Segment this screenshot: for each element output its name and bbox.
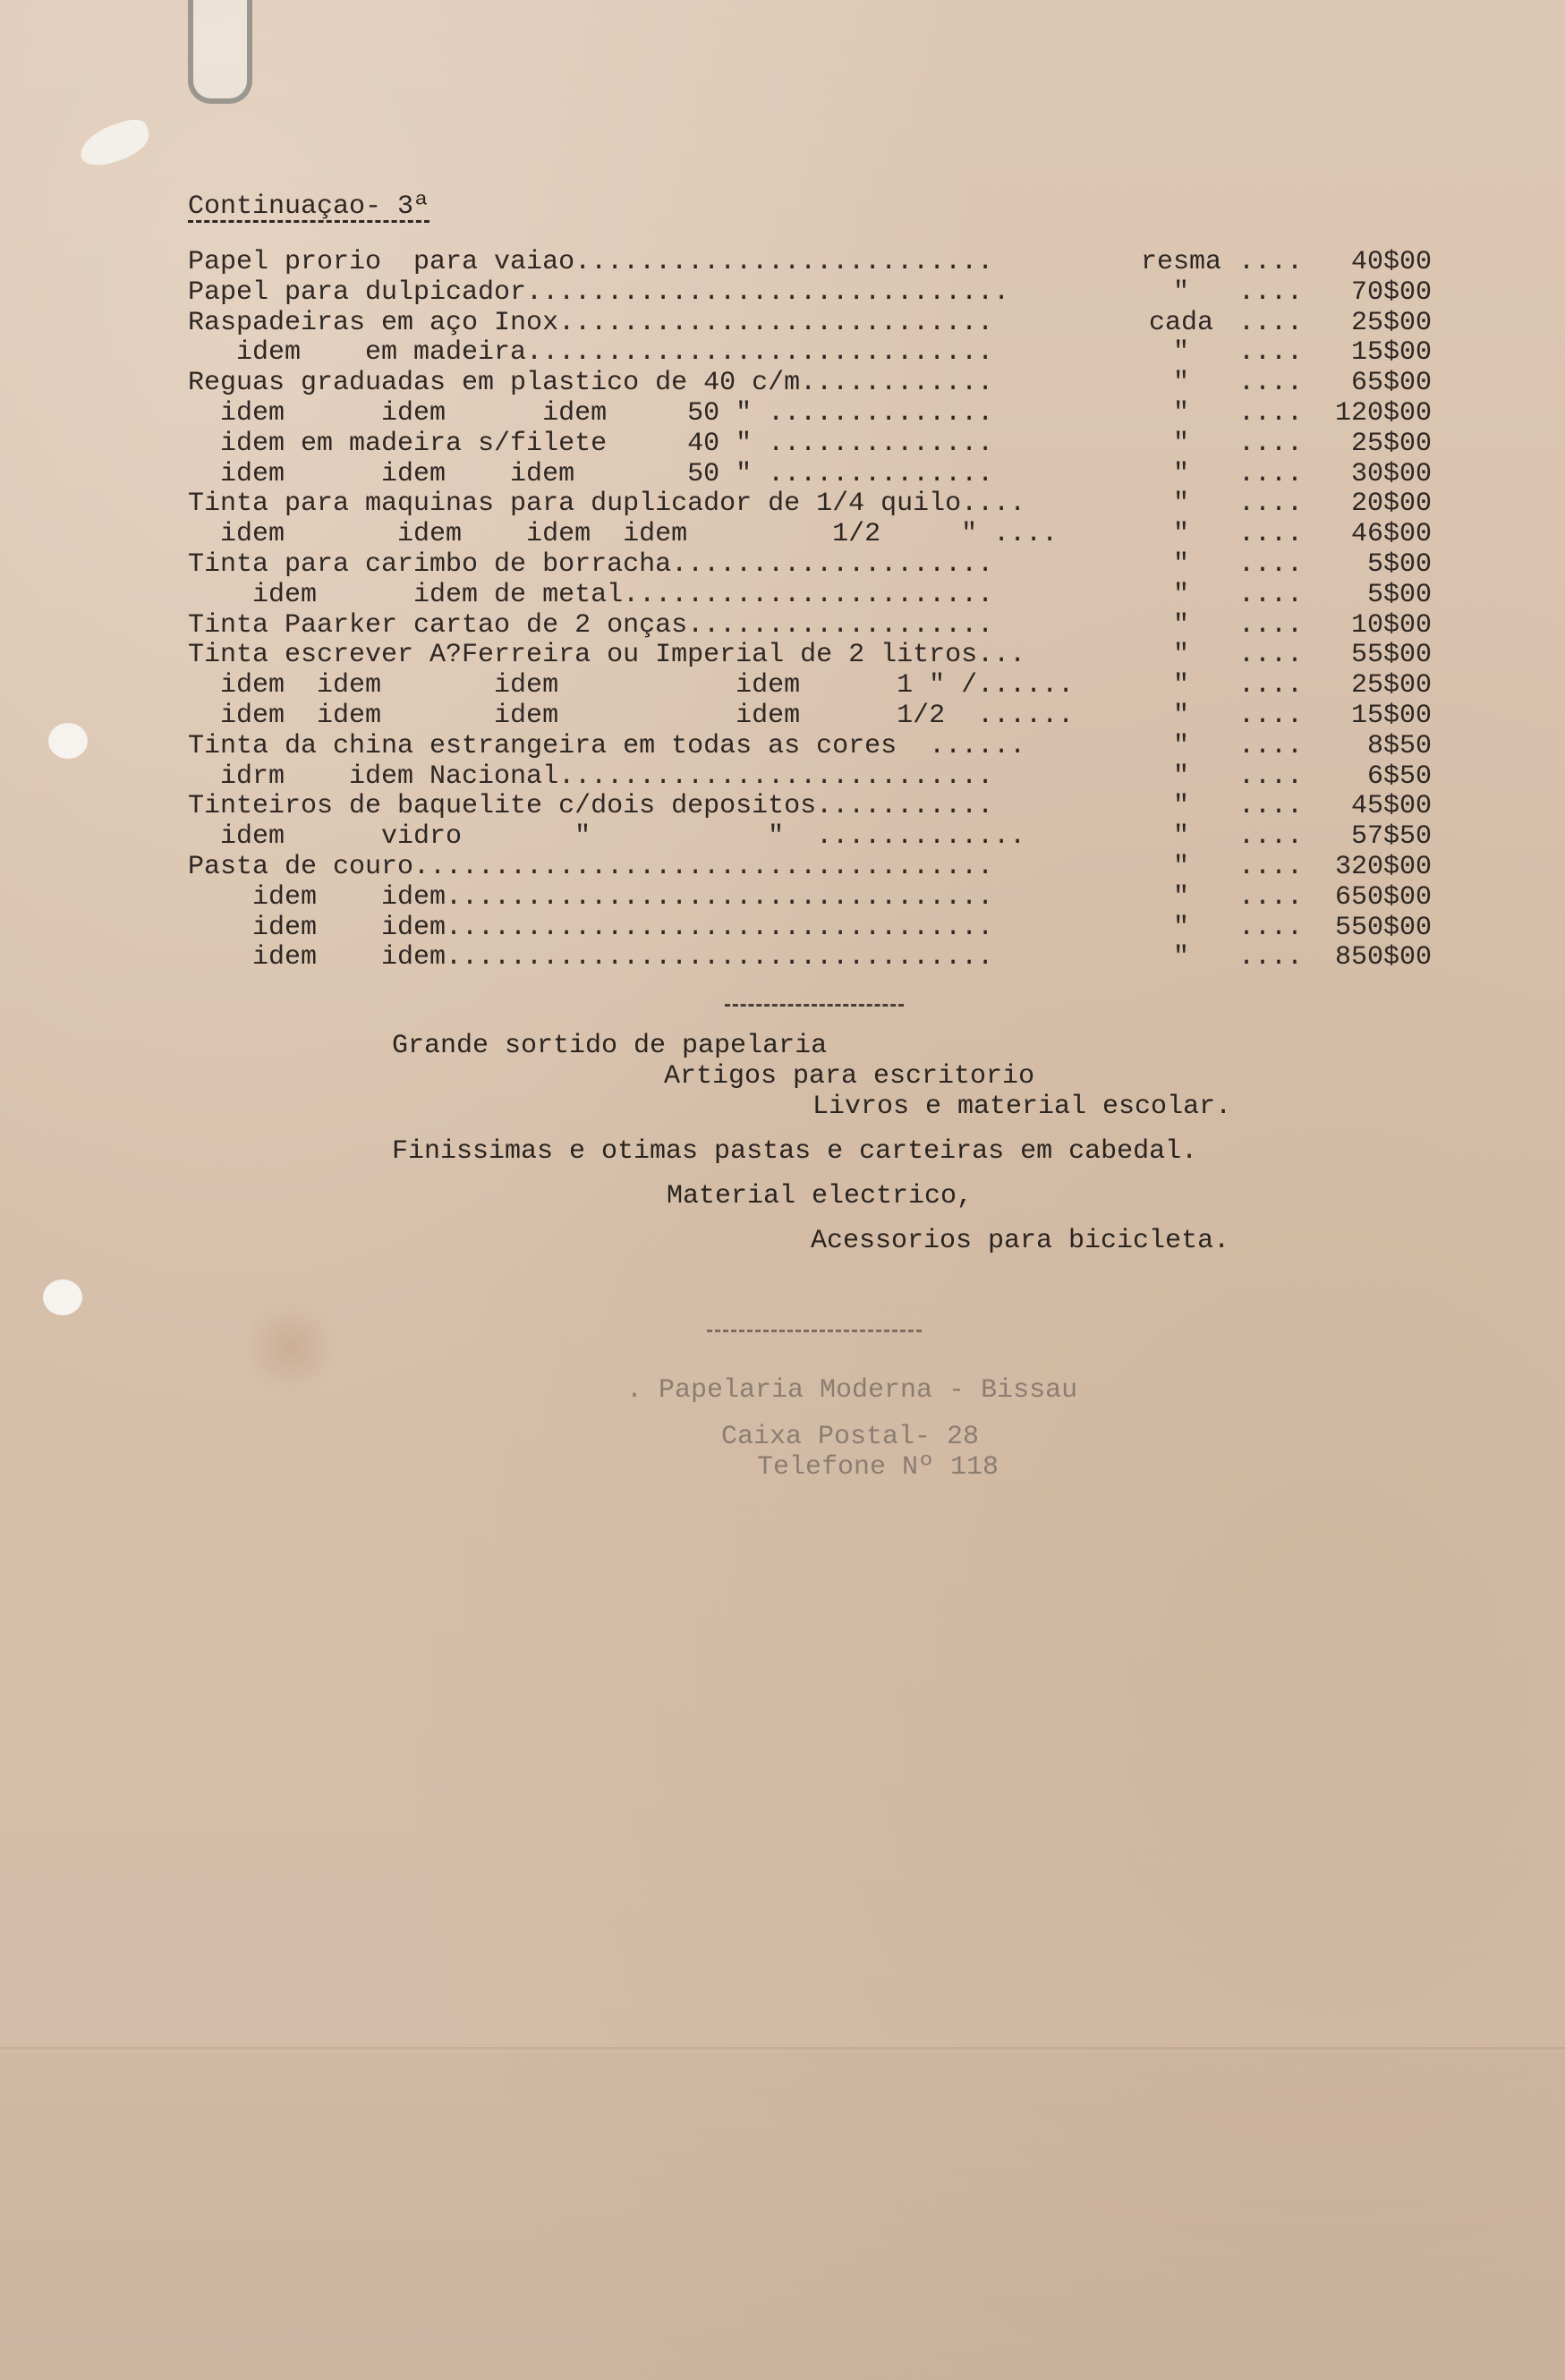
item-description: idem idem idem 50 " .............. <box>188 458 994 489</box>
phone-number: Telefone Nº 118 <box>757 1452 999 1483</box>
item-description: Tinta da china estrangeira em todas as cores ...... <box>188 730 1026 761</box>
item-unit: " <box>1172 368 1189 399</box>
item-unit: " <box>1172 489 1189 520</box>
item-unit: " <box>1172 276 1189 308</box>
price-row <box>0 731 1565 761</box>
separator-line <box>725 1004 904 1007</box>
item-description: Tinta para maquinas para duplicador de 1/4 quilo.... <box>188 489 1026 520</box>
item-description: idem idem.................................. <box>188 942 994 973</box>
shop-name: . Papelaria Moderna - Bissau <box>626 1375 1078 1406</box>
item-leader-dots: .... <box>1238 821 1304 853</box>
item-price: 57$50 <box>1350 821 1432 853</box>
item-leader-dots: .... <box>1238 398 1304 429</box>
item-leader-dots: .... <box>1238 337 1304 369</box>
item-leader-dots: .... <box>1238 912 1304 943</box>
item-price: 8$50 <box>1366 730 1432 761</box>
item-leader-dots: .... <box>1238 368 1304 399</box>
price-row <box>0 701 1565 731</box>
price-row <box>0 913 1565 943</box>
item-price: 25$00 <box>1350 307 1432 338</box>
item-price: 40$00 <box>1350 247 1432 277</box>
price-row <box>0 640 1565 670</box>
item-leader-dots: .... <box>1238 428 1304 459</box>
price-row <box>0 791 1565 821</box>
item-description: idrm idem Nacional........................... <box>188 761 994 792</box>
item-unit: " <box>1172 640 1189 671</box>
price-row <box>0 247 1565 277</box>
promo-line-4: Finissimas e otimas pastas e carteiras em cabedal. <box>392 1136 1198 1167</box>
continuation-heading: Continuaçao- 3ª <box>188 191 430 222</box>
item-price: 5$00 <box>1366 549 1432 580</box>
item-price: 850$00 <box>1334 942 1432 973</box>
item-unit: " <box>1172 881 1189 913</box>
price-row <box>0 610 1565 641</box>
price-row <box>0 580 1565 610</box>
price-row <box>0 277 1565 308</box>
item-leader-dots: .... <box>1238 307 1304 338</box>
item-price: 6$50 <box>1366 761 1432 792</box>
item-price: 30$00 <box>1350 458 1432 489</box>
item-description: Tinta escrever A?Ferreira ou Imperial de 2 litros... <box>188 640 1026 671</box>
price-row <box>0 337 1565 368</box>
item-price: 650$00 <box>1334 881 1432 913</box>
item-price: 25$00 <box>1350 428 1432 459</box>
item-unit: " <box>1172 670 1189 701</box>
promo-line-6: Acessorios para bicicleta. <box>811 1226 1230 1256</box>
price-row <box>0 368 1565 398</box>
item-price: 20$00 <box>1350 489 1432 520</box>
price-row <box>0 398 1565 429</box>
item-unit: " <box>1172 549 1189 580</box>
item-leader-dots: .... <box>1238 761 1304 792</box>
item-leader-dots: .... <box>1238 609 1304 641</box>
item-unit: resma <box>1140 247 1221 277</box>
torn-corner <box>75 115 154 172</box>
item-description: idem idem.................................. <box>188 881 994 913</box>
item-leader-dots: .... <box>1238 881 1304 913</box>
promo-line-5: Material electrico, <box>667 1181 974 1211</box>
item-price: 10$00 <box>1350 609 1432 641</box>
item-unit: " <box>1172 821 1189 853</box>
item-price: 55$00 <box>1350 640 1432 671</box>
paper-stain <box>242 1297 340 1396</box>
item-price: 70$00 <box>1350 276 1432 308</box>
item-unit: " <box>1172 579 1189 610</box>
item-unit: " <box>1172 730 1189 761</box>
item-leader-dots: .... <box>1238 730 1304 761</box>
item-unit: " <box>1172 761 1189 792</box>
price-row <box>0 670 1565 701</box>
item-leader-dots: .... <box>1238 791 1304 822</box>
item-description: idem idem.................................. <box>188 912 994 943</box>
price-row <box>0 882 1565 913</box>
item-description: idem idem de metal....................... <box>188 579 994 610</box>
punch-hole-bottom <box>43 1279 82 1315</box>
price-row <box>0 761 1565 792</box>
item-leader-dots: .... <box>1238 519 1304 550</box>
item-leader-dots: .... <box>1238 701 1304 731</box>
item-unit: " <box>1172 398 1189 429</box>
item-description: Reguas graduadas em plastico de 40 c/m............ <box>188 368 994 399</box>
item-description: idem idem idem idem 1/2 " .... <box>188 519 1059 550</box>
item-price: 46$00 <box>1350 519 1432 550</box>
item-leader-dots: .... <box>1238 276 1304 308</box>
promo-line-3: Livros e material escolar. <box>812 1092 1232 1122</box>
price-row <box>0 429 1565 459</box>
fold-crease <box>0 2047 1565 2053</box>
item-unit: " <box>1172 609 1189 641</box>
item-leader-dots: .... <box>1238 247 1304 277</box>
item-price: 15$00 <box>1350 337 1432 369</box>
item-description: Pasta de couro.................................... <box>188 852 994 882</box>
item-description: Tinta para carimbo de borracha.................... <box>188 549 994 580</box>
item-description: Papel para dulpicador.............................. <box>188 276 1010 308</box>
item-unit: cada <box>1148 307 1213 338</box>
item-leader-dots: .... <box>1238 852 1304 882</box>
item-price: 120$00 <box>1334 398 1432 429</box>
item-leader-dots: .... <box>1238 549 1304 580</box>
item-unit: " <box>1172 428 1189 459</box>
item-unit: " <box>1172 701 1189 731</box>
item-unit: " <box>1172 337 1189 369</box>
item-description: Tinteiros de baquelite c/dois depositos........... <box>188 791 994 822</box>
price-row <box>0 489 1565 519</box>
item-unit: " <box>1172 458 1189 489</box>
item-price: 25$00 <box>1350 670 1432 701</box>
item-description: Raspadeiras em aço Inox........................... <box>188 307 994 338</box>
price-row <box>0 519 1565 549</box>
item-description: Papel prorio para vaiao.......................... <box>188 247 994 277</box>
item-leader-dots: .... <box>1238 489 1304 520</box>
price-row <box>0 308 1565 338</box>
item-unit: " <box>1172 852 1189 882</box>
separator-line-footer <box>707 1330 922 1332</box>
item-leader-dots: .... <box>1238 640 1304 671</box>
item-leader-dots: .... <box>1238 458 1304 489</box>
item-description: Tinta Paarker cartao de 2 onças................... <box>188 609 994 641</box>
item-price: 550$00 <box>1334 912 1432 943</box>
item-leader-dots: .... <box>1238 670 1304 701</box>
price-row <box>0 459 1565 489</box>
item-description: idem em madeira s/filete 40 " .............. <box>188 428 994 459</box>
item-description: idem vidro " " ............. <box>188 821 1026 853</box>
item-leader-dots: .... <box>1238 942 1304 973</box>
price-row <box>0 942 1565 973</box>
item-unit: " <box>1172 912 1189 943</box>
price-row <box>0 549 1565 580</box>
item-price: 45$00 <box>1350 791 1432 822</box>
item-leader-dots: .... <box>1238 579 1304 610</box>
item-unit: " <box>1172 791 1189 822</box>
promo-line-1: Grande sortido de papelaria <box>392 1031 828 1061</box>
paper-clip-icon <box>188 0 252 104</box>
price-row <box>0 852 1565 882</box>
item-description: idem idem idem 50 " .............. <box>188 398 994 429</box>
item-description: idem em madeira............................. <box>188 337 994 369</box>
item-unit: " <box>1172 519 1189 550</box>
postal-box: Caixa Postal- 28 <box>721 1422 980 1452</box>
price-row <box>0 821 1565 852</box>
item-description: idem idem idem idem 1 " /...... <box>188 670 1075 701</box>
item-price: 5$00 <box>1366 579 1432 610</box>
item-unit: " <box>1172 942 1189 973</box>
item-description: idem idem idem idem 1/2 ...... <box>188 701 1075 731</box>
item-price: 15$00 <box>1350 701 1432 731</box>
item-price: 65$00 <box>1350 368 1432 399</box>
promo-line-2: Artigos para escritorio <box>664 1061 1035 1092</box>
item-price: 320$00 <box>1334 852 1432 882</box>
lower-fold-band <box>0 2053 1565 2380</box>
